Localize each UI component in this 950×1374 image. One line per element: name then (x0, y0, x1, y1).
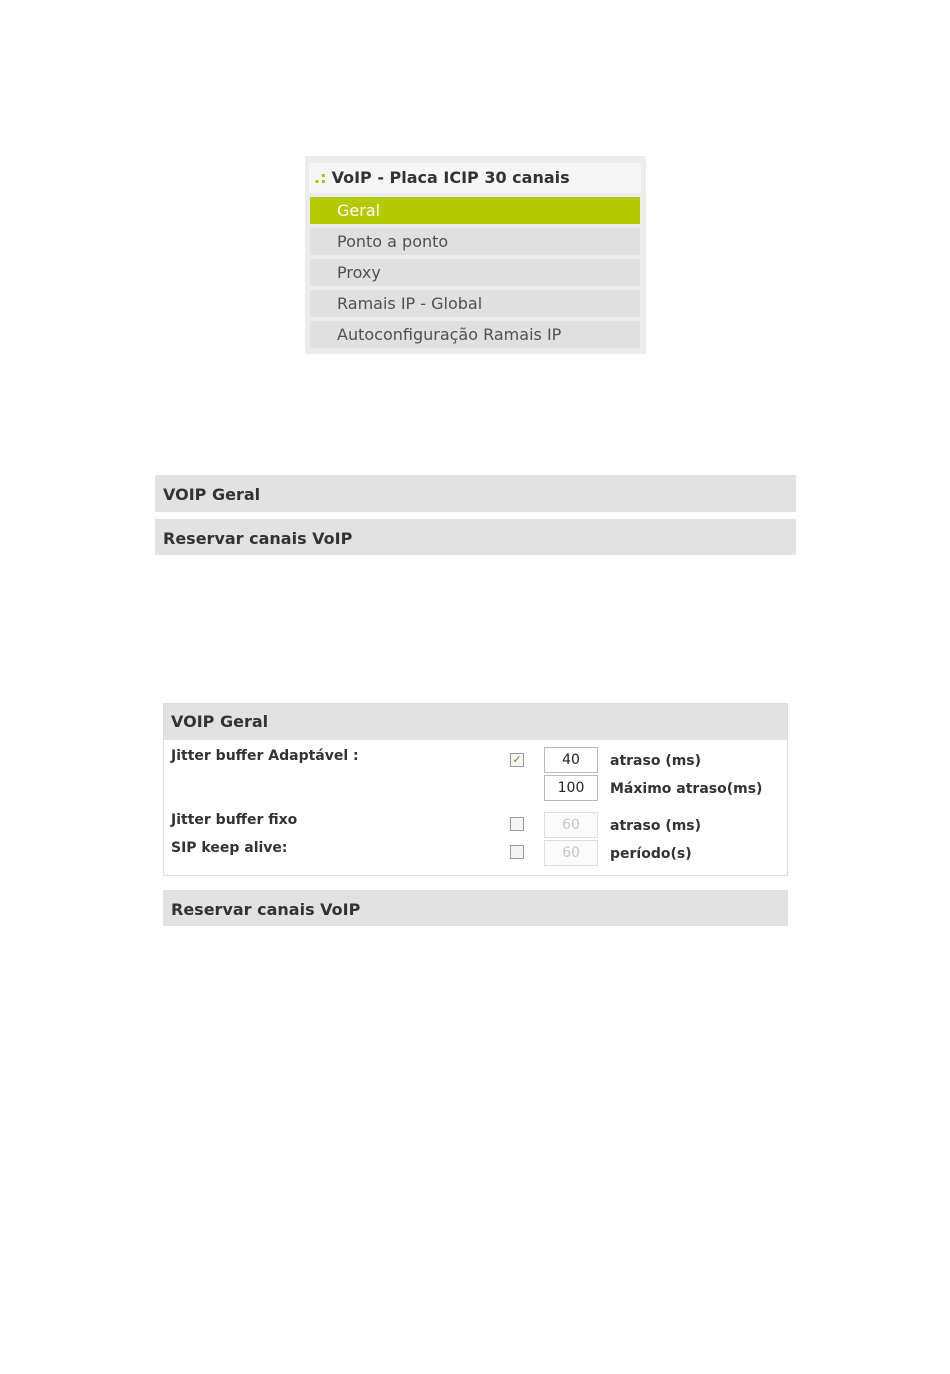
jitter-fixed-input[interactable] (544, 812, 598, 838)
jitter-adaptive-max-input[interactable] (544, 775, 598, 801)
jitter-fixed-unit: atraso (ms) (610, 818, 702, 834)
menu-item-autoconfiguracao[interactable]: Autoconfiguração Ramais IP (310, 321, 640, 348)
voip-geral-header[interactable]: VOIP Geral (164, 704, 787, 740)
sip-keepalive-input[interactable] (544, 840, 598, 866)
menu-item-geral[interactable]: Geral (310, 197, 640, 224)
section-voip-geral-collapsed[interactable]: VOIP Geral (155, 475, 796, 512)
check-icon: ✓ (512, 753, 522, 766)
sip-keepalive-label: SIP keep alive: (171, 840, 288, 856)
jitter-fixed-label: Jitter buffer fixo (171, 812, 298, 828)
menu-item-proxy[interactable]: Proxy (310, 259, 640, 286)
section-reservar-canais-collapsed[interactable]: Reservar canais VoIP (155, 519, 796, 555)
jitter-adaptive-label: Jitter buffer Adaptável : (171, 748, 359, 764)
menu-item-ramais-ip-global[interactable]: Ramais IP - Global (310, 290, 640, 317)
menu-title (309, 163, 641, 193)
voip-menu-panel (305, 156, 646, 354)
voip-geral-panel (163, 703, 788, 876)
jitter-adaptive-max-unit: Máximo atraso(ms) (610, 781, 763, 797)
sip-keepalive-checkbox[interactable] (510, 845, 524, 859)
jitter-adaptive-delay-unit: atraso (ms) (610, 753, 702, 769)
jitter-fixed-checkbox[interactable] (510, 817, 524, 831)
jitter-adaptive-delay-input[interactable] (544, 747, 598, 773)
jitter-adaptive-checkbox[interactable] (510, 753, 524, 767)
menu-item-ponto-a-ponto[interactable]: Ponto a ponto (310, 228, 640, 255)
sip-keepalive-unit: período(s) (610, 846, 692, 862)
menu-title-text: VoIP - Placa ICIP 30 canais (331, 168, 570, 187)
menu-title-prefix: .: (314, 168, 327, 187)
section-reservar-canais-expanded-view[interactable]: Reservar canais VoIP (163, 890, 788, 926)
